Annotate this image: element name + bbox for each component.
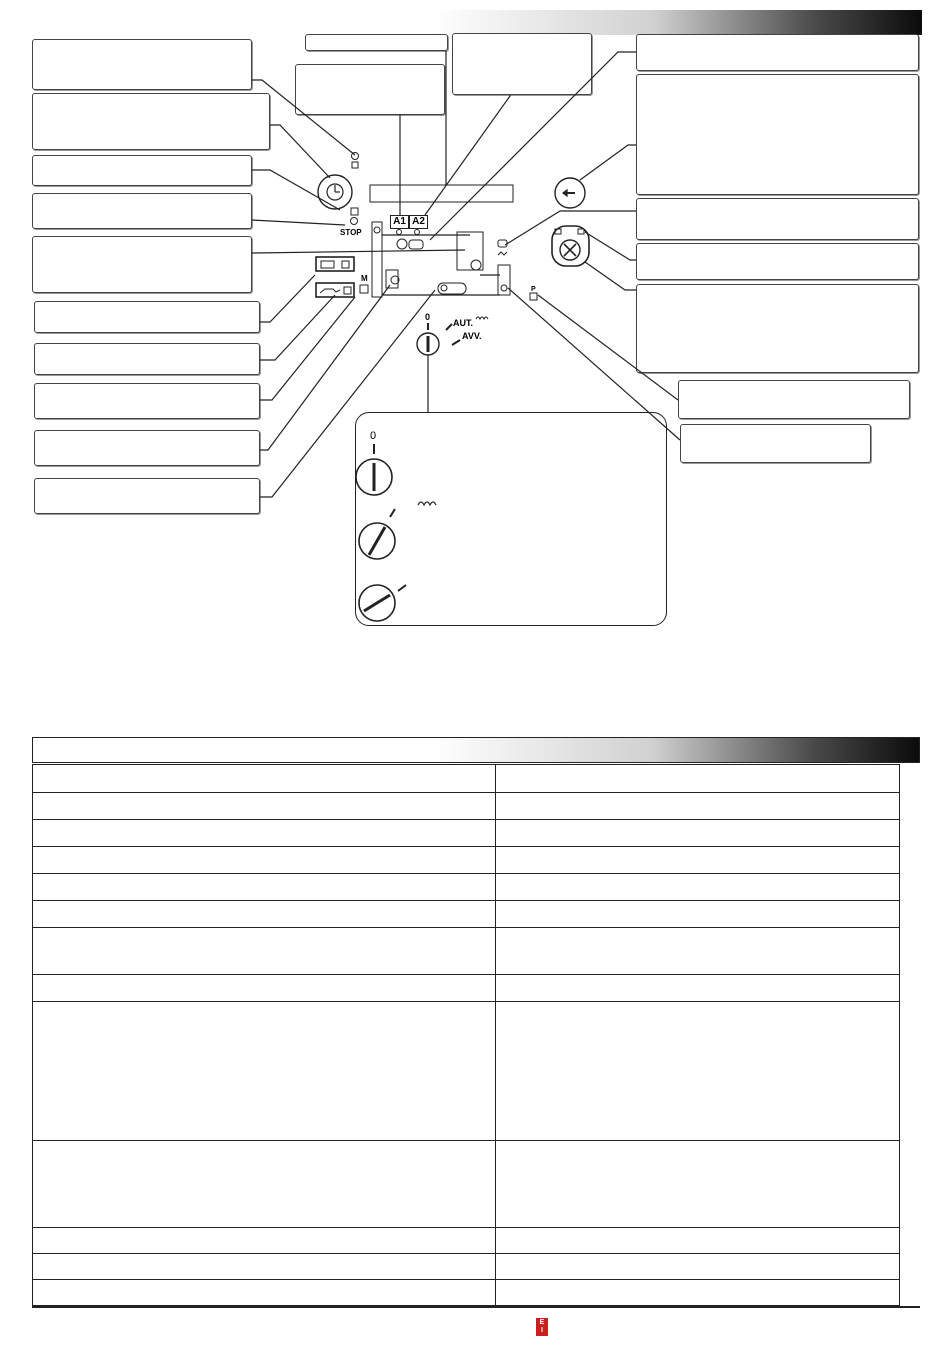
table-row (33, 975, 900, 1002)
language-tag (536, 1318, 548, 1336)
table-row (33, 847, 900, 874)
table-cell (33, 1254, 496, 1280)
table-cell (496, 1254, 900, 1280)
table-cell (496, 820, 900, 847)
table-cell (496, 1228, 900, 1254)
table-row (33, 1002, 900, 1141)
key-position-0-label: 0 (425, 312, 431, 322)
table-cell (33, 1280, 496, 1306)
p-label: P (531, 286, 536, 293)
table-cell (496, 793, 900, 820)
table-cell (496, 928, 900, 975)
table-row (33, 765, 900, 793)
key-position-avv-label: AVV. (462, 331, 482, 341)
table-cell (33, 1228, 496, 1254)
table-cell (33, 820, 496, 847)
a2-indicator-label: A2 (409, 215, 428, 229)
table-cell (496, 901, 900, 928)
language-tag-bottom: I (541, 1327, 543, 1334)
table-cell (33, 901, 496, 928)
table-row (33, 928, 900, 975)
a1-indicator-label: A1 (390, 215, 409, 229)
stop-label: STOP (340, 228, 362, 237)
table-row (33, 793, 900, 820)
table-row (33, 1254, 900, 1280)
table-cell (33, 765, 496, 793)
table-header-bar (32, 737, 920, 763)
inset-position-0-label: 0 (370, 430, 377, 442)
language-tag-top: E (539, 1319, 545, 1326)
table-row (33, 820, 900, 847)
table-cell (33, 975, 496, 1002)
table-cell (33, 847, 496, 874)
table-cell (496, 874, 900, 901)
table-cell (496, 847, 900, 874)
table-row (33, 1141, 900, 1228)
table-cell (33, 1002, 496, 1141)
table-cell (33, 928, 496, 975)
table-cell (33, 1141, 496, 1228)
footer-rule (32, 1306, 920, 1308)
key-position-aut-label: AUT. (453, 318, 473, 328)
table-cell (496, 1280, 900, 1306)
spec-table (32, 764, 900, 1306)
table-row (33, 1280, 900, 1306)
table-row (33, 874, 900, 901)
table-cell (33, 874, 496, 901)
m-label: M (361, 274, 368, 283)
table-cell (33, 793, 496, 820)
table-cell (496, 975, 900, 1002)
table-cell (496, 765, 900, 793)
table-row (33, 1228, 900, 1254)
table-row (33, 901, 900, 928)
table-cell (496, 1141, 900, 1228)
table-cell (496, 1002, 900, 1141)
